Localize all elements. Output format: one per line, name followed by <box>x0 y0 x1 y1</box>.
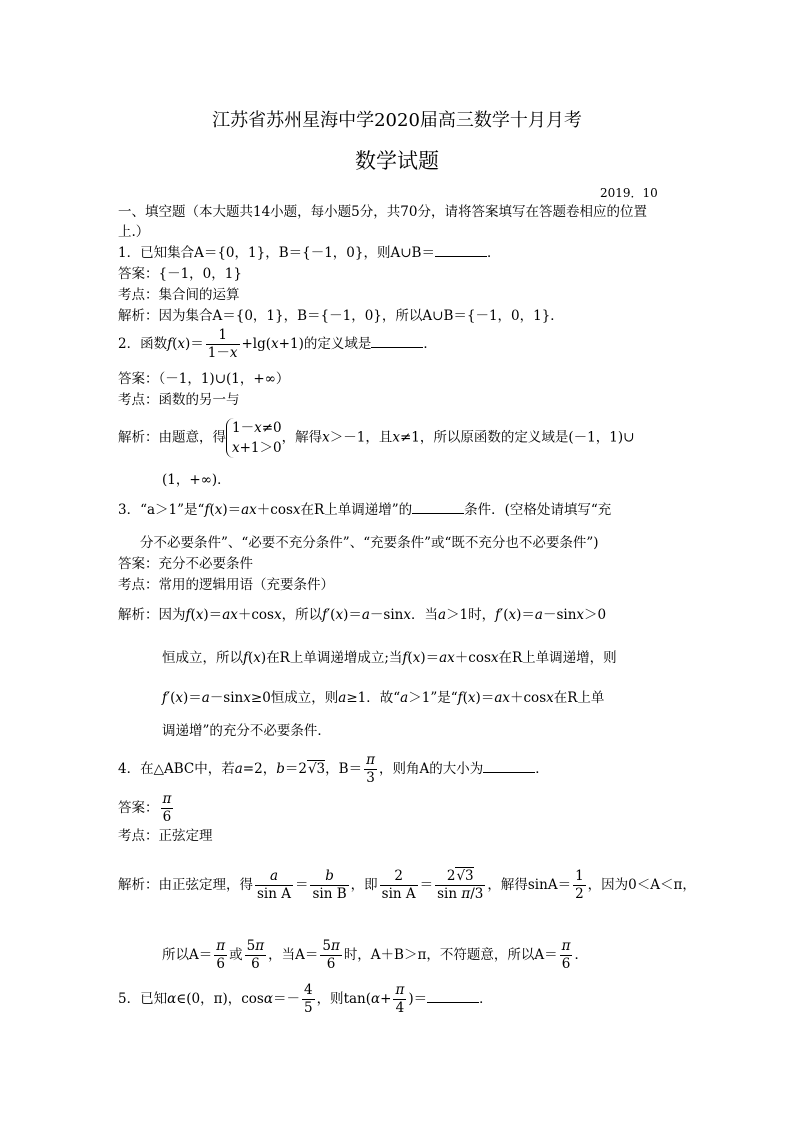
equation-system: 1－x≠0 x+1＞0 <box>226 418 282 458</box>
fraction: $\frac{\pi}{6}$ <box>561 938 571 972</box>
q2-stem: 2．函数f(x)＝ $\frac{1}{1-x}$ +lg(x+1)的定义域是 ． <box>118 327 437 361</box>
q3-analysis-line2: 恒成立，所以f(x)在R上单调递增成立;当f(x)＝ax＋cosx在R上单调递增，则 <box>162 650 617 666</box>
q3-point: 考点：常用的逻辑用语（充要条件） <box>118 577 334 593</box>
fraction: $\frac{2√3}{\text{sin π/3}}$ <box>437 868 484 902</box>
q4-stem: 4．在△ABC中，若a=2，b＝2√3，B＝ $\frac{\pi}{3}$ ，则角A的大小为 ． <box>118 752 549 786</box>
q4-answer: 答案： $\frac{\pi}{6}$ <box>118 791 172 825</box>
fraction: $\frac{2}{\text{sin A}}$ <box>381 868 416 902</box>
fraction: $\frac{1}{2}$ <box>575 868 584 902</box>
fraction: $\frac{\pi}{6}$ <box>216 938 226 972</box>
answer-blank <box>483 759 535 773</box>
fraction: $\frac{5\pi}{6}$ <box>322 938 340 972</box>
q3-stem: 3．“a＞1”是“f(x)＝ax＋cosx在R上单调递增”的 条件．(空格处请填写“充 <box>118 502 612 518</box>
q1-stem: 1．已知集合A＝{0，1}，B＝{－1，0}，则A∪B＝ ． <box>118 245 501 261</box>
q4-analysis-line2: 所以A＝ $\frac{\pi}{6}$ 或 $\frac{5\pi}{6}$ ，当A＝ $\frac{5\pi}{6}$ 时，A＋B＞π，不符题意，所以A＝ $\frac{\pi}{6}$ ． <box>162 938 588 972</box>
section-heading-cont: 上.） <box>118 224 150 240</box>
q4-analysis: 解析：由正弦定理，得 $\frac{a}{\text{sin A}}$ ＝ $\frac{b}{\text{sin B}}$ ，即 $\frac{2}{\text{sin A}}$ ＝ $\frac{2√3}{\text{sin π/3}}$ ，解得sinA＝ $\frac{1}{2}$ ，因为0＜A＜π， <box>118 868 696 902</box>
q3-stem-cont: 分不必要条件”、“必要不充分条件”、“充要条件”或“既不充分也不必要条件”) <box>140 535 599 551</box>
q2-answer: 答案：（－1，1)∪(1，+∞） <box>118 371 290 387</box>
q5-stem: 5．已知α∈(0，π)，cosα＝－ $\frac{4}{5}$ ，则tan(α+ $\frac{\pi}{4}$ )＝ ． <box>118 982 493 1016</box>
exam-subtitle: 数学试题 <box>355 149 439 173</box>
answer-blank <box>435 243 487 257</box>
q3-analysis: 解析：因为f(x)＝ax＋cosx，所以f′(x)＝a－sinx．当a＞1时，f′(x)＝a－sinx＞0 <box>118 607 607 623</box>
q2-analysis: 解析：由题意，得 1－x≠0 x+1＞0 ，解得x＞－1，且x≠1，所以原函数的定义域是(－1，1)∪ <box>118 420 635 456</box>
fraction: $\frac{b}{\text{sin B}}$ <box>312 868 347 902</box>
q3-analysis-line3: f′(x)＝a－sinx≥0恒成立，则a≥1．故“a＞1”是“f(x)＝ax＋cosx在R上单 <box>162 690 605 706</box>
q1-answer: 答案：{－1，0，1} <box>118 266 242 282</box>
q4-point: 考点：正弦定理 <box>118 828 213 844</box>
q2-analysis-cont: (1，+∞)． <box>162 472 231 488</box>
fraction: $\frac{4}{5}$ <box>303 982 313 1016</box>
fraction: $\frac{a}{\text{sin A}}$ <box>257 868 291 902</box>
fraction: $\frac{\pi}{4}$ <box>395 982 405 1016</box>
fraction: $\frac{5\pi}{6}$ <box>246 938 265 972</box>
q1-point: 考点：集合间的运算 <box>118 287 240 303</box>
fraction: $\frac{\pi}{6}$ <box>162 791 172 825</box>
answer-blank <box>412 500 464 514</box>
section-heading: 一、填空题（本大题共14小题，每小题5分，共70分，请将答案填写在答题卷相应的位置 <box>118 204 647 220</box>
answer-blank <box>427 989 479 1003</box>
q1-analysis: 解析：因为集合A＝{0，1}，B＝{－1，0}，所以A∪B＝{－1，0，1}． <box>118 308 564 324</box>
q2-point: 考点：函数的另一与 <box>118 392 240 408</box>
exam-title: 江苏省苏州星海中学2020届高三数学十月月考 <box>212 110 582 131</box>
q3-answer: 答案：充分不必要条件 <box>118 556 253 572</box>
q3-analysis-line4: 调递增”的充分不必要条件． <box>162 723 331 739</box>
fraction: $\frac{\pi}{3}$ <box>366 752 375 786</box>
exam-date: 2019．10 <box>600 186 658 200</box>
fraction: $\frac{1}{1-x}$ <box>207 327 238 361</box>
answer-blank <box>371 334 423 348</box>
